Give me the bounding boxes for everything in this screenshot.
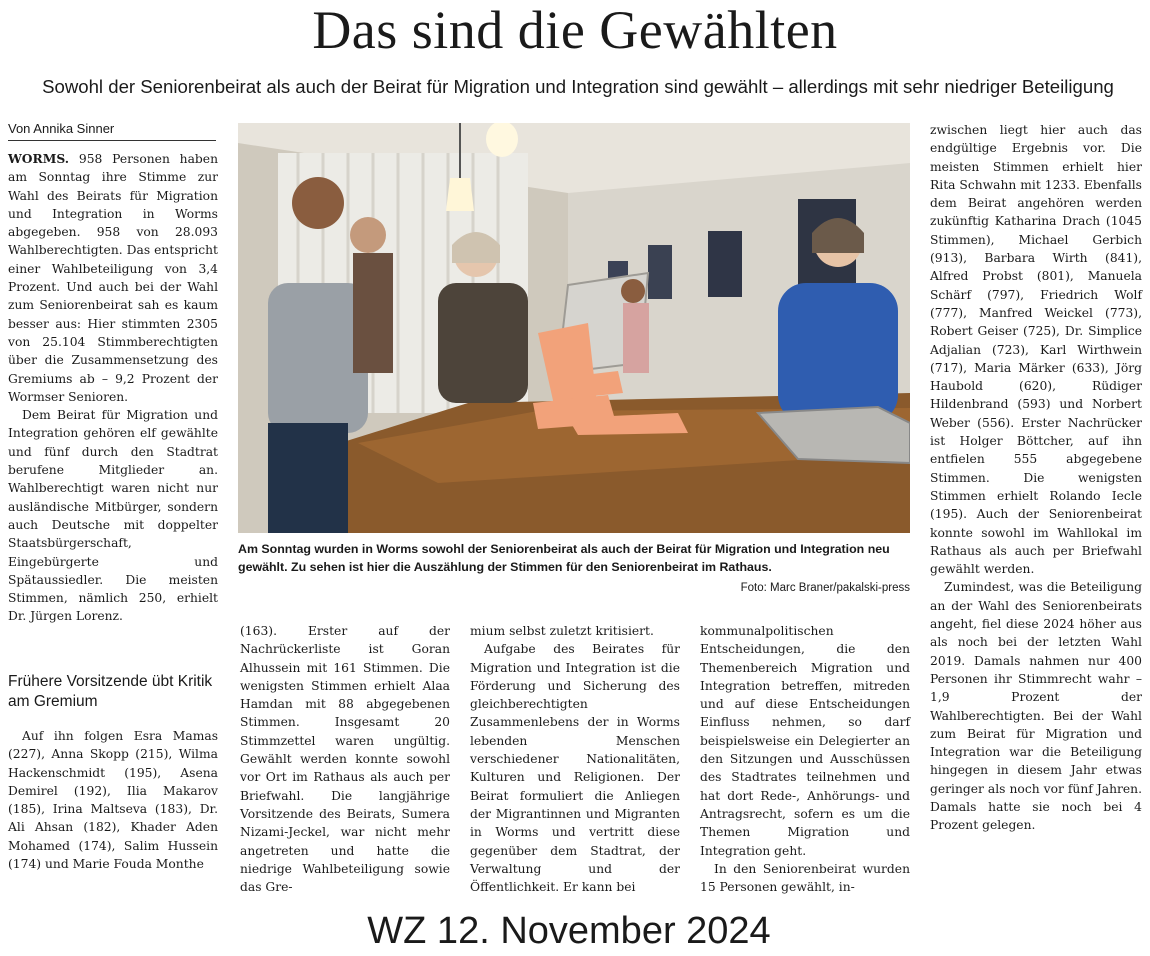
photo-credit: Foto: Marc Braner/pakalski-press	[740, 582, 910, 594]
article-column-1-continued	[8, 727, 218, 873]
paragraph	[8, 150, 218, 406]
article-column-4	[700, 622, 910, 896]
paragraph: mium selbst zuletzt kritisiert.	[470, 624, 654, 638]
photo-caption	[238, 541, 910, 576]
paragraph: Zumindest, was die Beteiligung an der Wahl des Seniorenbeirats angeht, fiel diese 2024 höher aus als noch bei der letzten Wahl 2019. Damals nahmen nur 400 Personen ihr Stimmrecht wahr – 1,9 Prozent der Wahlberechtigten. Bei der Wahl zum Beirat für Migration und Integration war die Beteiligung hingegen in diesem Jahr etwas geringer als noch vor fünf Jahren. Damals hatte sie noch bei 4 Prozent gelegen.	[930, 580, 1142, 833]
article-column-3	[470, 622, 680, 896]
publication-date-label: WZ 12. November 2024	[367, 910, 771, 952]
paragraph: zwischen liegt hier auch das endgültige Ergebnis vor. Die meisten Stimmen erhielt hier Rita Schwahn mit 1233. Ebenfalls dem Beirat angehören werden zukünftig Katharina Drach (1045 Stimmen), Michael Gerbich (913), Barbara Wirth (841), Alfred Probst (801), Manuela Schärf (797), Friedrich Wolf (777), Manfred Weickel (773), Robert Geiser (725), Dr. Simplice Adjalian (723), Karl Wirthwein (717), Maria Märker (633), Jörg Haubold (620), Rüdiger Hildenbrand (593) und Norbert Weber (556). Erster Nachrücker ist Holger Böttcher, auf ihn entfielen 555 abgegebene Stimmen. Die wenigsten Stimmen erhielt Rolando Iecle (195). Auch der Seniorenbeirat konnte sowohl im Wahllokal im Rathaus als auch per Briefwahl gewählt werden.	[930, 123, 1142, 577]
paragraph: kommunalpolitischen Entscheidungen, die den Themenbereich Migration und Integration betreffen, mitreden und auf diese Entscheidungen Einfluss nehmen, so darf beispielsweise ein Delegierter an den Sitzungen und Ausschüssen des Stadtrates teilnehmen und hat dort Rede-, Anhörungs- und Antragsrecht, sofern es um die Themen Migration und Integration geht.	[700, 624, 910, 858]
paragraph: In den Seniorenbeirat wurden 15 Personen gewählt, in-	[700, 861, 910, 895]
article-column-2	[240, 622, 450, 896]
caption-text: Am Sonntag wurden in Worms sowohl der Seniorenbeirat als auch der Beirat für Migration und Integration neu gewählt. Zu sehen ist hier die Auszählung der Stimmen für den Seniorenbeirat im Rathaus.	[238, 542, 890, 574]
paragraph-text: 958 Personen haben am Sonntag ihre Stimme zur Wahl des Beirats für Migration und Integration in Worms abgegeben. 958 von 28.093 Wahlberechtigten. Das entspricht einer Wahlbeteiligung von 3,4 Prozent. Und auch bei der Wahl zum Seniorenbeirat sah es kaum besser aus: Hier stimmten 2305 von 25.104 Stimmberechtigten über die Zusammensetzung des Gremiums ab – 9,2 Prozent der Wormser Senioren.	[8, 152, 218, 404]
paragraph: Aufgabe des Beirates für Migration und Integration ist die Förderung und Sicherung des gleichberechtigten Zusammenlebens der in Worms lebenden Menschen verschiedener Nationalitäten, Kulturen und Religionen. Der Beirat formuliert die Anliegen der Migrantinnen und Migranten in Worms und vertritt diese gegenüber dem Stadtrat, der Verwaltung und der Öffentlichkeit. Er kann bei	[470, 642, 680, 895]
subheading: Frühere Vorsitzende übt Kritik am Gremium	[8, 673, 213, 710]
subheadline: Sowohl der Seniorenbeirat als auch der Beirat für Migration und Integration sind gewählt – allerdings mit sehr niedriger Beteiligung	[42, 76, 1114, 97]
paragraph: Dem Beirat für Migration und Integration gehören elf gewählte und fünf durch den Stadtrat berufene Mitglieder an. Wahlberechtigt waren nicht nur ausländische Mitbürger, sondern auch Deutsche mit doppelter Staatsbürgerschaft, Eingebürgerte und Spätaussiedler. Die meisten Stimmen, nämlich 250, erhielt Dr. Jürgen Lorenz.	[8, 408, 218, 624]
article-column-5	[930, 121, 1142, 835]
article-column-1	[8, 150, 218, 626]
paragraph: Auf ihn folgen Esra Mamas (227), Anna Skopp (215), Wilma Hackenschmidt (195), Asena Demirel (192), Ilia Makarov (185), Irina Maltseva (183), Dr. Ali Ahsan (182), Khader Aden Mohamed (174), Salim Hussein (174) und Marie Fouda Monthe	[8, 729, 218, 872]
headline: Das sind die Gewählten	[312, 0, 838, 60]
byline: Von Annika Sinner	[8, 121, 216, 141]
paragraph: (163). Erster auf der Nachrückerliste ist Goran Alhussein mit 161 Stimmen. Die wenigsten Stimmen erhielt Alaa Hamdan mit 88 abgegebenen Stimmen. Insgesamt 20 Stimmzettel waren ungültig. Gewählt werden konnte sowohl vor Ort im Rathaus als auch per Briefwahl. Die langjährige Vorsitzende des Beirats, Sumera Nizami-Jeckel, war nicht mehr angetreten und hatte die niedrige Wahlbeteiligung sowie das Gre-	[240, 624, 450, 895]
dateline: WORMS.	[8, 151, 70, 166]
news-photo	[238, 123, 910, 533]
